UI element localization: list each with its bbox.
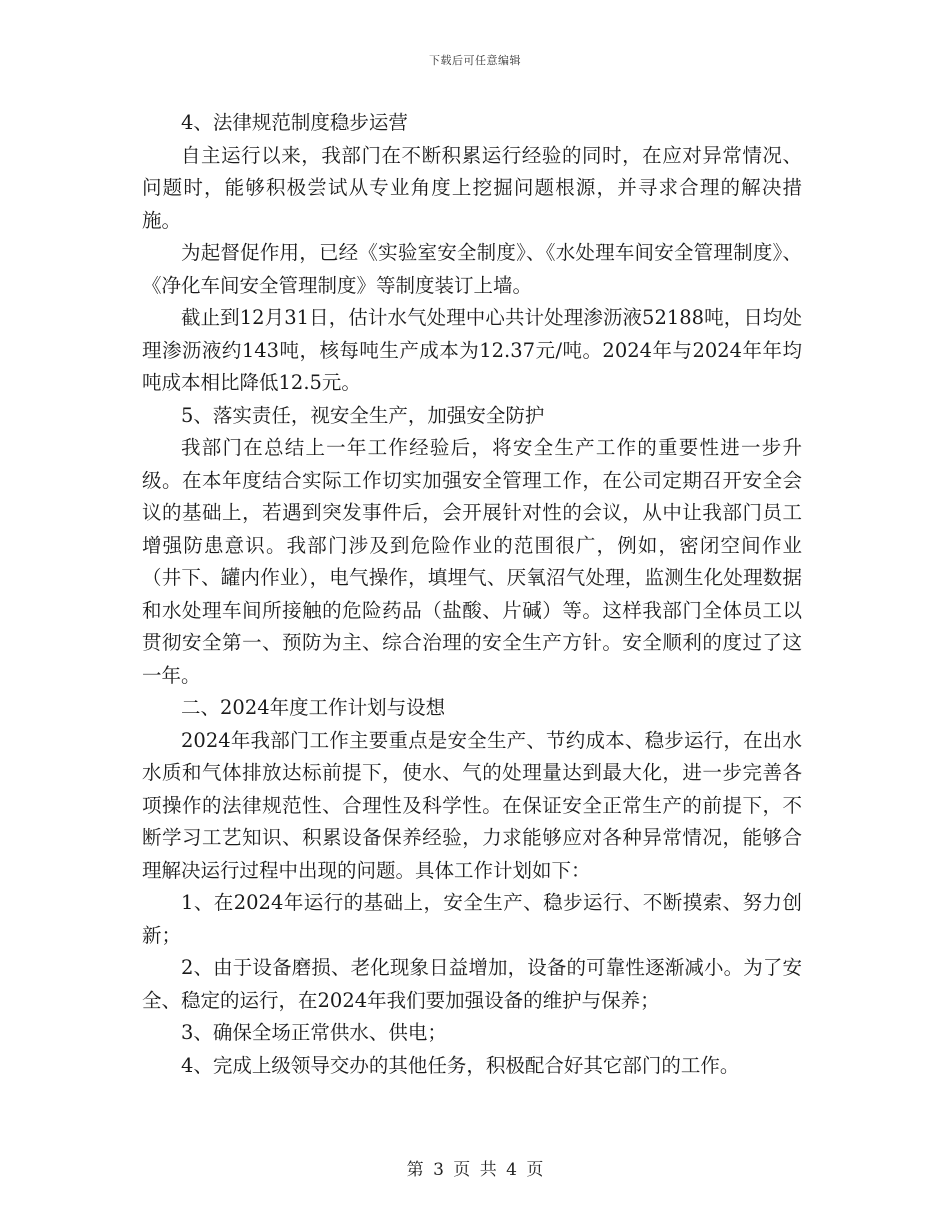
paragraph-self-operation: 自主运行以来，我部门在不断积累运行经验的同时，在应对异常情况、问题时，能够积极尝试从专业角度上挖掘问题根源，并寻求合理的解决措施。 bbox=[142, 143, 802, 232]
paragraph-treatment-volume: 截止到12月31日，估计水气处理中心共计处理渗沥液52188吨，日均处理渗沥液约143吨，核每吨生产成本为12.37元/吨。2024年与2024年年均吨成本相比降低12.5元。 bbox=[142, 306, 802, 394]
page-number: 第 3 页 共 4 页 bbox=[406, 1160, 544, 1180]
section-heading-legal-rules: 4、法律规范制度稳步运营 bbox=[181, 111, 408, 134]
plan-item-4: 4、完成上级领导交办的其他任务，积极配合好其它部门的工作。 bbox=[181, 1053, 740, 1077]
plan-item-3: 3、确保全场正常供水、供电； bbox=[181, 1021, 447, 1044]
paragraph-safety-rules-posted: 为起督促作用，已经《实验室安全制度》、《水处理车间安全管理制度》、《净化车间安全管理制度》等制度装订上墙。 bbox=[142, 241, 802, 297]
section-heading-work-plan: 二、2024年度工作计划与设想 bbox=[181, 696, 446, 719]
plan-item-1: 1、在2024年运行的基础上，安全生产、稳步运行、不断摸索、努力创新； bbox=[142, 891, 802, 947]
section-heading-safety-responsibility: 5、落实责任，视安全生产，加强安全防护 bbox=[181, 403, 545, 427]
paragraph-safety-management: 我部门在总结上一年工作经验后，将安全生产工作的重要性进一步升级。在本年度结合实际工作切实加强安全管理工作，在公司定期召开安全会议的基础上，若遇到突发事件后，会开展针对性的会议，从中让我部门员工增强防患意识。我部门涉及到危险作业的范围很广，例如，密闭空间作业（井下、罐内作业），电气操作，填埋气、厌氧沼气处理，监测生化处理数据和水处理车间所接触的危险药品（盐酸、片碱）等。这样我部门全体员工以贯彻安全第一、预防为主、综合治理的安全生产方针。安全顺利的度过了这一年。 bbox=[142, 436, 802, 687]
document-body bbox=[142, 107, 802, 1082]
page-header-note: 下载后可任意编辑 bbox=[429, 54, 521, 67]
paragraph-work-plan-summary: 2024年我部门工作主要重点是安全生产、节约成本、稳步运行，在出水水质和气体排放达标前提下，使水、气的处理量达到最大化，进一步完善各项操作的法律规范性、合理性及科学性。在保证安全正常生产的前提下，不断学习工艺知识、积累设备保养经验，力求能够应对各种异常情况，能够合理解决运行过程中出现的问题。具体工作计划如下： bbox=[142, 728, 802, 882]
plan-item-2: 2、由于设备磨损、老化现象日益增加，设备的可靠性逐渐减小。为了安全、稳定的运行，在2024年我们要加强设备的维护与保养； bbox=[142, 956, 802, 1012]
